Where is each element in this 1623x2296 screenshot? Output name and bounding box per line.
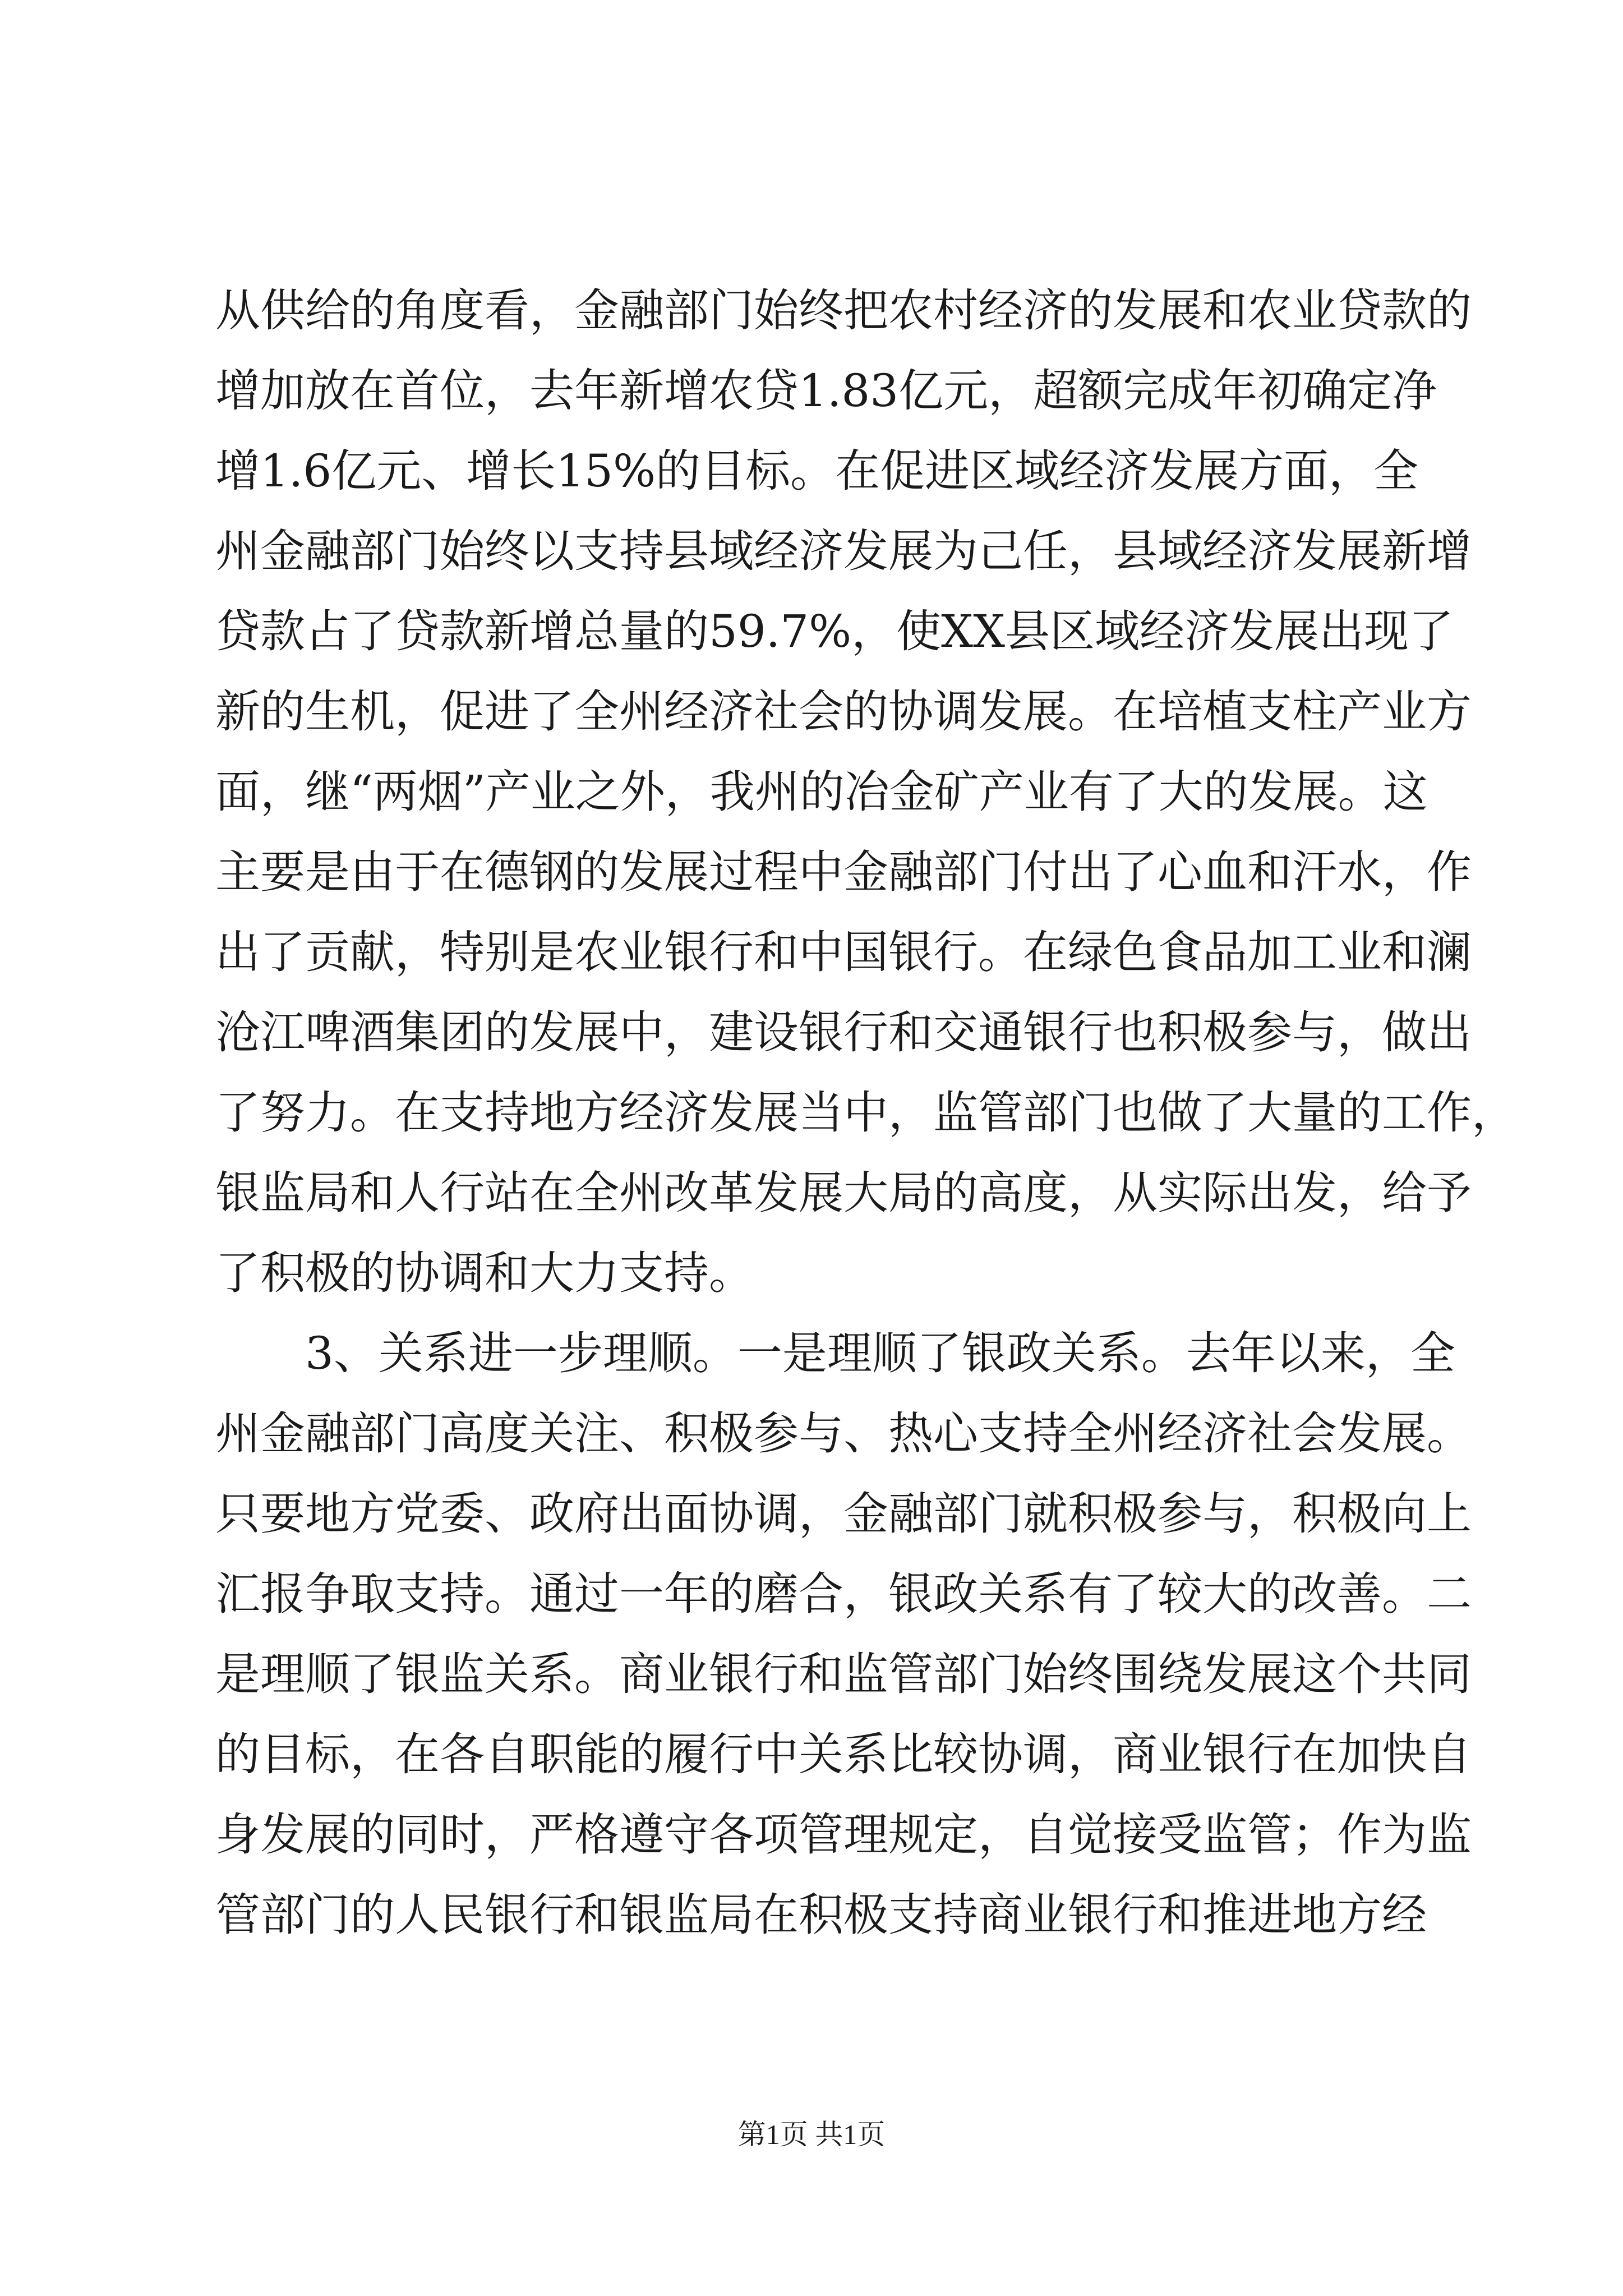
text-line: 州金融部门始终以支持县域经济发展为己任，县域经济发展新增 <box>215 525 1472 577</box>
page-footer <box>0 2112 1623 2152</box>
text-line: 沧江啤酒集团的发展中，建设银行和交通银行也积极参与，做出 <box>215 1006 1472 1059</box>
text-line: 主要是由于在德钢的发展过程中金融部门付出了心血和汗水，作 <box>215 846 1472 898</box>
text-line: 的目标，在各自职能的履行中关系比较协调，商业银行在加快自 <box>215 1728 1472 1780</box>
paragraph-end-line: 了积极的协调和大力支持。 <box>215 1247 754 1299</box>
text-line: 增1.6亿元、增长15%的目标。在促进区域经济发展方面，全 <box>215 445 1419 497</box>
body-text <box>215 270 1516 1955</box>
text-line: 从供给的角度看，金融部门始终把农村经济的发展和农业贷款的 <box>215 284 1472 337</box>
text-line: 贷款占了贷款新增总量的59.7%，使XX县区域经济发展出现了 <box>215 605 1454 657</box>
text-line: 新的生机，促进了全州经济社会的协调发展。在培植支柱产业方 <box>215 685 1472 738</box>
text-line: 汇报争取支持。通过一年的磨合，银政关系有了较大的改善。二 <box>215 1568 1472 1620</box>
text-line: 只要地方党委、政府出面协调，金融部门就积极参与，积极向上 <box>215 1488 1472 1540</box>
text-line: 州金融部门高度关注、积极参与、热心支持全州经济社会发展。 <box>215 1407 1472 1460</box>
text-line: 管部门的人民银行和银监局在积极支持商业银行和推进地方经 <box>215 1889 1427 1941</box>
text-line: 是理顺了银监关系。商业银行和监管部门始终围绕发展这个共同 <box>215 1648 1472 1700</box>
text-line: 身发展的同时，严格遵守各项管理规定，自觉接受监管；作为监 <box>215 1809 1472 1861</box>
text-line: 增加放在首位，去年新增农贷1.83亿元，超额完成年初确定净 <box>215 365 1437 417</box>
page-number: 第1页 共1页 <box>737 2119 886 2150</box>
paragraph-start-line: 3、关系进一步理顺。一是理顺了银政关系。去年以来，全 <box>305 1327 1455 1379</box>
text-line: 银监局和人行站在全州改革发展大局的高度，从实际出发，给予 <box>215 1167 1472 1219</box>
text-line: 出了贡献，特别是农业银行和中国银行。在绿色食品加工业和澜 <box>215 926 1472 978</box>
text-line: 了努力。在支持地方经济发展当中，监管部门也做了大量的工作， <box>215 1087 1516 1139</box>
text-line: 面，继“两烟”产业之外，我州的冶金矿产业有了大的发展。这 <box>215 766 1428 818</box>
